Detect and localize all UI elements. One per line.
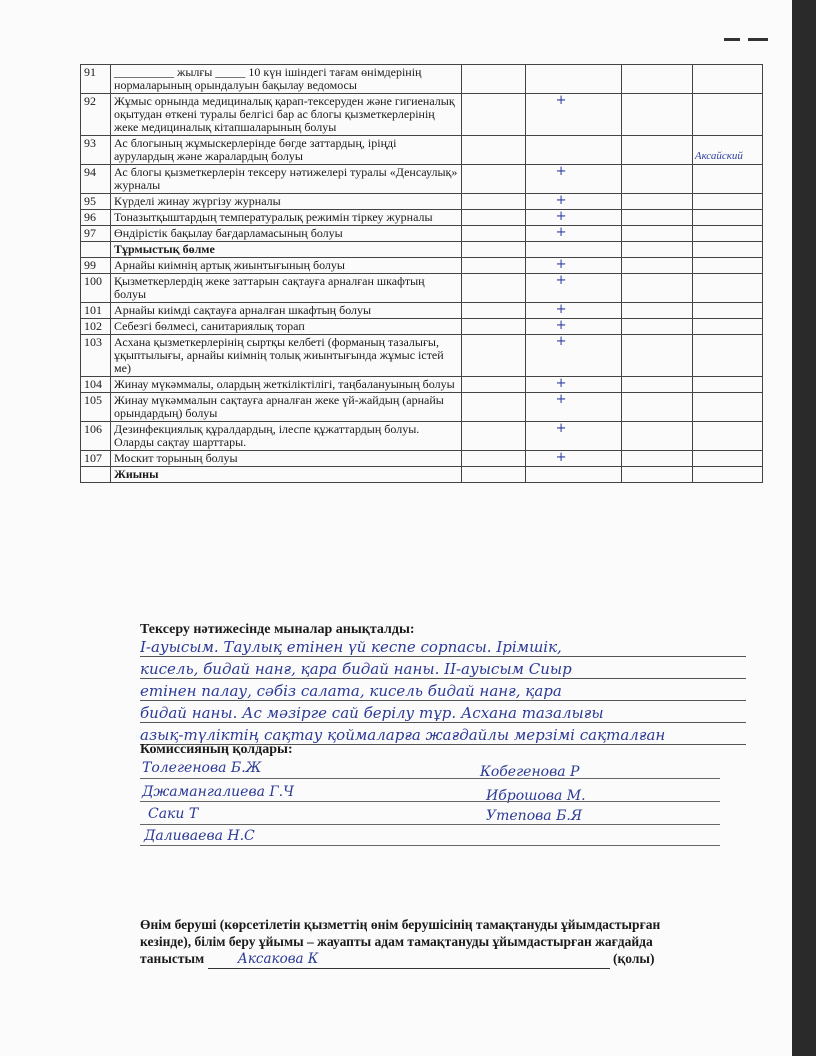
plus-mark: + [555,209,567,224]
cell-empty [621,393,692,422]
cell-empty [621,467,692,483]
cell-mark [525,319,621,335]
cell-empty [621,65,692,94]
row-number: 102 [81,319,111,335]
cell-mark [525,165,621,194]
row-text: Себезгі бөлмесі, санитариялық торап [111,319,462,335]
row-text: Асхана қызметкерлерінің сыртқы келбеті (форманың тазалығы, ұқыптылығы, арнайы киімнің толық жиынтығында жұмыс істей ме) [111,335,462,377]
row-text: Ас блогының жұмыскерлерінде бөгде заттардың, іріңді аурулардың және жаралардың болуы [111,136,462,165]
row-text: __________ жылғы _____ 10 күн ішіндегі тағам өнімдерінің нормаларының орындалуын бақылау ведомосы [111,65,462,94]
plus-mark: + [555,225,567,240]
cell-empty [621,165,692,194]
cell-note [692,422,762,451]
cell-note [692,226,762,242]
cell-empty [621,94,692,136]
scan-mark [724,38,740,41]
row-number: 104 [81,377,111,393]
plus-mark: + [555,302,567,317]
plus-mark: + [555,164,567,179]
cell-empty [461,258,525,274]
table-row [81,393,763,422]
handwritten-line: кисель, бидай нанғ, қара бидай наны. II-ауысым Сиыр [140,660,746,679]
cell-empty [621,319,692,335]
cell-empty [621,136,692,165]
row-number: 97 [81,226,111,242]
cell-mark [525,274,621,303]
row-number: 105 [81,393,111,422]
plus-mark: + [555,334,567,349]
row-number [81,467,111,483]
handwritten-line: бидай наны. Ас мәзірге сай берілу тұр. Асхана тазалығы [140,704,746,723]
signature-line [140,824,720,825]
cell-mark [525,377,621,393]
commission-signer: Джамангалиева Г.Ч [142,784,294,800]
commission-signer: Иброшова М. [486,788,586,804]
plus-mark: + [555,318,567,333]
table-row [81,467,763,483]
row-text: Жиыны [111,467,462,483]
row-text: Күрделі жинау жүргізу журналы [111,194,462,210]
cell-empty [461,377,525,393]
acknowledgement-line: кезінде), білім беру ұйымы – жауапты адам тамақтануды ұйымдастырған жағдайда [140,934,653,949]
cell-mark [525,422,621,451]
row-number: 103 [81,335,111,377]
cell-empty [621,377,692,393]
cell-empty [621,335,692,377]
scan-mark [748,38,768,41]
cell-empty [461,467,525,483]
row-text: Ас блогы қызметкерлерін тексеру нәтижелері туралы «Денсаулық» журналы [111,165,462,194]
cell-mark [525,194,621,210]
cell-mark [525,335,621,377]
row-number: 107 [81,451,111,467]
row-text: Өндірістік бақылау бағдарламасының болуы [111,226,462,242]
table-row [81,226,763,242]
table-row [81,451,763,467]
row-number: 101 [81,303,111,319]
table-row [81,258,763,274]
cell-empty [461,451,525,467]
row-text: Арнайы киімнің артық жиынтығының болуы [111,258,462,274]
table-row [81,165,763,194]
handwritten-line: I-ауысым. Таулық етінен үй кеспе сорпасы. Ірімшік, [140,638,746,657]
cell-empty [461,393,525,422]
cell-empty [461,136,525,165]
handwritten-line: етінен палау, сәбіз салата, кисель бидай нанғ, қара [140,682,746,701]
row-text: Дезинфекциялық құралдардың, ілеспе құжаттардың болуы. Оларды сақтау шарттары. [111,422,462,451]
cell-note [692,335,762,377]
acknowledgement-suffix: (қолы) [612,951,655,966]
cell-note [692,467,762,483]
cell-mark [525,226,621,242]
acknowledgement-line: Өнім беруші (көрсетілетін қызметтің өнім берушісінің тамақтануды ұйымдастырған [140,917,661,932]
cell-mark [525,210,621,226]
row-text: Жинау мүкәммалы, олардың жеткіліктілігі, таңбалануының болуы [111,377,462,393]
cell-note [692,210,762,226]
cell-mark [525,258,621,274]
cell-note [692,136,762,165]
commission-signer: Даливаева Н.С [144,828,255,844]
row-number: 96 [81,210,111,226]
row-text: Қызметкерлердің жеке заттарын сақтауға арналған шкафтың болуы [111,274,462,303]
table-row [81,303,763,319]
table-row [81,274,763,303]
table-row [81,210,763,226]
cell-mark [525,65,621,94]
row-number: 95 [81,194,111,210]
cell-empty [621,242,692,258]
cell-note [692,319,762,335]
table-row [81,319,763,335]
commission-signer: Кобегенова Р [480,764,580,780]
signature-line [140,845,720,846]
row-text: Тоназытқыштардың температуралық режимін тіркеу журналы [111,210,462,226]
plus-mark: + [555,193,567,208]
plus-mark: + [555,450,567,465]
cell-note [692,194,762,210]
cell-empty [621,274,692,303]
cell-empty [461,165,525,194]
row-text: Жұмыс орнында медициналық қарап-тексеруден және гигиеналық оқытудан өткені туралы белгісі бар ас блогы қызметкерлерінің жеке медициналық кітапшаларының болуы [111,94,462,136]
cell-note [692,94,762,136]
commission-signer: Утепова Б.Я [486,808,583,824]
row-number: 100 [81,274,111,303]
cell-note [692,274,762,303]
commission-signer: Саки Т [148,806,199,822]
cell-note [692,377,762,393]
cell-empty [621,258,692,274]
row-number: 106 [81,422,111,451]
cell-empty [461,319,525,335]
cell-note [692,65,762,94]
acknowledgement-signer: Аксакова К [208,951,610,969]
acknowledgement-prefix: таныстым [140,951,205,966]
cell-mark [525,393,621,422]
table-row [81,377,763,393]
cell-empty [621,303,692,319]
row-number: 91 [81,65,111,94]
cell-empty [461,274,525,303]
handwritten-line: азық-түліктің сақтау қоймаларға жағдайлы мерзімі сақталған [140,726,746,745]
cell-mark [525,303,621,319]
table-row [81,136,763,165]
row-text: Арнайы киімді сақтауға арналған шкафтың болуы [111,303,462,319]
cell-note [692,303,762,319]
cell-empty [461,194,525,210]
cell-note [692,258,762,274]
scan-edge [792,0,816,1056]
cell-empty [621,451,692,467]
cell-empty [461,65,525,94]
plus-mark: + [555,376,567,391]
table-row [81,242,763,258]
cell-empty [461,335,525,377]
cell-note [692,451,762,467]
cell-mark [525,451,621,467]
cell-note [692,165,762,194]
cell-note [692,393,762,422]
cell-empty [461,422,525,451]
plus-mark: + [555,421,567,436]
commission-signer: Толегенова Б.Ж [142,760,262,776]
cell-empty [461,94,525,136]
commission-title: Комиссияның қолдары: [140,742,293,757]
cell-empty [621,226,692,242]
plus-mark: + [555,93,567,108]
table-row [81,94,763,136]
plus-mark: + [555,392,567,407]
cell-note [692,242,762,258]
row-text: Москит торының болуы [111,451,462,467]
cell-empty [461,226,525,242]
table-row [81,194,763,210]
acknowledgement-signoff [140,950,740,969]
row-text: Тұрмыстық бөлме [111,242,462,258]
cell-mark [525,94,621,136]
results-title: Тексеру нәтижесінде мыналар анықталды: [140,622,415,637]
cell-mark [525,242,621,258]
plus-mark: + [555,273,567,288]
cell-empty [461,303,525,319]
signature-line [140,778,720,779]
row-number: 93 [81,136,111,165]
row-number: 94 [81,165,111,194]
table-row [81,422,763,451]
row-number [81,242,111,258]
row-number: 99 [81,258,111,274]
cell-empty [621,194,692,210]
cell-empty [461,210,525,226]
table-row [81,335,763,377]
signature-line [140,801,720,802]
row-text: Жинау мүкәммалын сақтауға арналған жеке үй-жайдың (арнайы орындардың) болуы [111,393,462,422]
row-number: 92 [81,94,111,136]
cell-empty [621,422,692,451]
checklist-table [80,64,763,483]
cell-mark [525,467,621,483]
cell-empty [621,210,692,226]
handwritten-note: Аксайский [694,150,743,162]
cell-mark [525,136,621,165]
table-row [81,65,763,94]
cell-empty [461,242,525,258]
plus-mark: + [555,257,567,272]
